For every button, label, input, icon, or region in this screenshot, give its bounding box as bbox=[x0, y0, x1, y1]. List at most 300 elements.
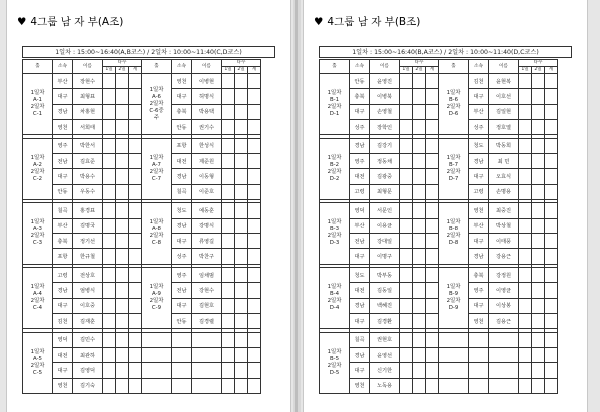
group-line: 1일차 bbox=[327, 219, 342, 226]
score-day2[interactable] bbox=[116, 378, 129, 393]
score-day2[interactable] bbox=[235, 218, 248, 233]
score-day2[interactable] bbox=[413, 233, 426, 248]
header-name: 이름 bbox=[489, 60, 519, 74]
score-day2[interactable] bbox=[532, 104, 545, 119]
table-row bbox=[23, 268, 261, 283]
score-day2[interactable] bbox=[413, 249, 426, 264]
score-total[interactable] bbox=[129, 74, 142, 89]
score-day1[interactable] bbox=[400, 74, 413, 89]
score-total[interactable] bbox=[248, 119, 261, 134]
group-line: 2일차 bbox=[30, 298, 45, 305]
player-region: 영천 bbox=[172, 74, 192, 89]
score-day1[interactable] bbox=[400, 283, 413, 298]
score-day2[interactable] bbox=[116, 104, 129, 119]
group-line: 1일차 bbox=[30, 348, 45, 355]
group-line: C-9 bbox=[151, 305, 162, 312]
player-region: 충북 bbox=[469, 268, 489, 283]
player-region: 전남 bbox=[172, 283, 192, 298]
group-line: B-9 bbox=[448, 291, 459, 298]
empty-cell bbox=[545, 332, 558, 347]
empty-cell bbox=[172, 332, 192, 347]
score-total[interactable] bbox=[248, 169, 261, 184]
score-total[interactable] bbox=[248, 203, 261, 218]
score-total[interactable] bbox=[426, 249, 439, 264]
score-day1[interactable] bbox=[103, 184, 116, 199]
score-day2[interactable] bbox=[235, 89, 248, 104]
empty-cell bbox=[469, 348, 489, 363]
score-total[interactable] bbox=[129, 184, 142, 199]
score-day2[interactable] bbox=[532, 119, 545, 134]
score-day2[interactable] bbox=[116, 184, 129, 199]
player-region: 대구 bbox=[469, 298, 489, 313]
group-line: 1일차 bbox=[149, 86, 164, 93]
player-name: 최 민 bbox=[489, 153, 519, 168]
score-day1[interactable] bbox=[103, 104, 116, 119]
score-total[interactable] bbox=[248, 89, 261, 104]
score-total[interactable] bbox=[129, 89, 142, 104]
score-total[interactable] bbox=[545, 119, 558, 134]
player-region: 대전 bbox=[172, 153, 192, 168]
score-day1[interactable] bbox=[222, 218, 235, 233]
score-total[interactable] bbox=[426, 298, 439, 313]
score-total[interactable] bbox=[426, 332, 439, 347]
score-total[interactable] bbox=[129, 169, 142, 184]
group-line: A-7 bbox=[152, 161, 161, 168]
score-total[interactable] bbox=[129, 283, 142, 298]
player-region: 청도 bbox=[469, 138, 489, 153]
player-region: 성주 bbox=[172, 249, 192, 264]
player-region: 부산 bbox=[53, 74, 73, 89]
score-day1[interactable] bbox=[400, 218, 413, 233]
empty-cell bbox=[172, 348, 192, 363]
pairing-table bbox=[319, 59, 558, 394]
player-name: 제준원 bbox=[192, 153, 222, 168]
score-day1[interactable] bbox=[519, 74, 532, 89]
score-day1[interactable] bbox=[519, 218, 532, 233]
score-day2[interactable] bbox=[116, 298, 129, 313]
score-day1[interactable] bbox=[519, 268, 532, 283]
score-day2[interactable] bbox=[532, 283, 545, 298]
score-total[interactable] bbox=[129, 218, 142, 233]
group-line: 주 bbox=[153, 114, 160, 121]
score-day2[interactable] bbox=[235, 298, 248, 313]
score-day1[interactable] bbox=[519, 153, 532, 168]
score-day1[interactable] bbox=[400, 313, 413, 328]
empty-cell bbox=[142, 348, 172, 363]
score-total[interactable] bbox=[129, 119, 142, 134]
score-day1[interactable] bbox=[222, 268, 235, 283]
score-total[interactable] bbox=[129, 249, 142, 264]
table-row bbox=[23, 363, 261, 378]
empty-cell bbox=[545, 378, 558, 393]
score-day1[interactable] bbox=[400, 298, 413, 313]
score-total[interactable] bbox=[129, 203, 142, 218]
score-day2[interactable] bbox=[532, 74, 545, 89]
score-day1[interactable] bbox=[222, 233, 235, 248]
score-total[interactable] bbox=[545, 249, 558, 264]
player-name: 전상호 bbox=[73, 268, 103, 283]
empty-cell bbox=[248, 378, 261, 393]
empty-cell bbox=[545, 363, 558, 378]
player-name: 김영덕 bbox=[73, 363, 103, 378]
score-day2[interactable] bbox=[413, 332, 426, 347]
score-day2[interactable] bbox=[532, 138, 545, 153]
score-day1[interactable] bbox=[400, 378, 413, 393]
score-day1[interactable] bbox=[519, 184, 532, 199]
score-day2[interactable] bbox=[116, 233, 129, 248]
score-total[interactable] bbox=[129, 104, 142, 119]
score-day2[interactable] bbox=[532, 89, 545, 104]
score-day1[interactable] bbox=[103, 138, 116, 153]
empty-cell bbox=[489, 378, 519, 393]
table-row bbox=[320, 74, 558, 89]
score-day2[interactable] bbox=[235, 104, 248, 119]
score-day2[interactable] bbox=[532, 203, 545, 218]
score-day1[interactable] bbox=[103, 203, 116, 218]
score-total[interactable] bbox=[129, 313, 142, 328]
score-day1[interactable] bbox=[222, 283, 235, 298]
score-day1[interactable] bbox=[222, 169, 235, 184]
score-day1[interactable] bbox=[103, 218, 116, 233]
score-total[interactable] bbox=[426, 169, 439, 184]
group-line: B-5 bbox=[329, 355, 340, 362]
score-total[interactable] bbox=[545, 104, 558, 119]
score-day2[interactable] bbox=[413, 363, 426, 378]
score-day1[interactable] bbox=[519, 298, 532, 313]
group-line: 2일차 bbox=[446, 298, 461, 305]
score-total[interactable] bbox=[248, 298, 261, 313]
score-day1[interactable] bbox=[103, 169, 116, 184]
player-region: 고령 bbox=[469, 184, 489, 199]
score-day1[interactable] bbox=[400, 268, 413, 283]
score-total[interactable] bbox=[129, 298, 142, 313]
score-day2[interactable] bbox=[532, 184, 545, 199]
score-day2[interactable] bbox=[116, 218, 129, 233]
score-total[interactable] bbox=[426, 89, 439, 104]
score-total[interactable] bbox=[426, 218, 439, 233]
score-day1[interactable] bbox=[519, 249, 532, 264]
score-total[interactable] bbox=[426, 153, 439, 168]
score-day1[interactable] bbox=[400, 138, 413, 153]
score-day1[interactable] bbox=[400, 119, 413, 134]
score-total[interactable] bbox=[545, 283, 558, 298]
score-day1[interactable] bbox=[519, 169, 532, 184]
score-day2[interactable] bbox=[413, 184, 426, 199]
score-total[interactable] bbox=[248, 184, 261, 199]
score-day2[interactable] bbox=[235, 119, 248, 134]
score-day2[interactable] bbox=[413, 169, 426, 184]
score-day1[interactable] bbox=[222, 89, 235, 104]
score-day1[interactable] bbox=[519, 119, 532, 134]
header-region: 소속 bbox=[350, 60, 370, 74]
score-total[interactable] bbox=[545, 313, 558, 328]
score-total[interactable] bbox=[129, 348, 142, 363]
player-name: 김민수 bbox=[73, 332, 103, 347]
score-total[interactable] bbox=[545, 203, 558, 218]
score-day2[interactable] bbox=[116, 138, 129, 153]
score-day2[interactable] bbox=[116, 203, 129, 218]
score-day1[interactable] bbox=[103, 363, 116, 378]
score-total[interactable] bbox=[129, 138, 142, 153]
group-line: C-8 bbox=[151, 240, 162, 247]
score-total[interactable] bbox=[129, 153, 142, 168]
table-row bbox=[320, 378, 558, 393]
score-day2[interactable] bbox=[235, 138, 248, 153]
score-day1[interactable] bbox=[519, 104, 532, 119]
group-line: 2일차 bbox=[327, 362, 342, 369]
score-day1[interactable] bbox=[400, 332, 413, 347]
score-day2[interactable] bbox=[532, 268, 545, 283]
score-day2[interactable] bbox=[235, 249, 248, 264]
score-day1[interactable] bbox=[103, 348, 116, 363]
score-day1[interactable] bbox=[103, 119, 116, 134]
score-total[interactable] bbox=[129, 332, 142, 347]
header-total: 계 bbox=[426, 67, 439, 74]
score-day2[interactable] bbox=[116, 153, 129, 168]
score-day1[interactable] bbox=[519, 283, 532, 298]
score-day2[interactable] bbox=[413, 74, 426, 89]
empty-cell bbox=[142, 363, 172, 378]
score-day2[interactable] bbox=[413, 104, 426, 119]
score-day1[interactable] bbox=[103, 74, 116, 89]
player-name: 강정원 bbox=[489, 268, 519, 283]
score-day1[interactable] bbox=[400, 348, 413, 363]
score-day2[interactable] bbox=[116, 119, 129, 134]
score-total[interactable] bbox=[248, 249, 261, 264]
score-day1[interactable] bbox=[103, 268, 116, 283]
score-day1[interactable] bbox=[400, 233, 413, 248]
score-total[interactable] bbox=[248, 218, 261, 233]
score-total[interactable] bbox=[545, 268, 558, 283]
group-label bbox=[142, 138, 172, 199]
player-region: 성주 bbox=[350, 119, 370, 134]
score-day2[interactable] bbox=[413, 348, 426, 363]
score-day2[interactable] bbox=[235, 203, 248, 218]
player-region: 김천 bbox=[469, 74, 489, 89]
score-day1[interactable] bbox=[519, 313, 532, 328]
score-day2[interactable] bbox=[235, 268, 248, 283]
score-total[interactable] bbox=[426, 104, 439, 119]
header-region: 소속 bbox=[53, 60, 73, 74]
score-day2[interactable] bbox=[532, 153, 545, 168]
score-total[interactable] bbox=[545, 89, 558, 104]
score-day2[interactable] bbox=[116, 89, 129, 104]
group-label bbox=[439, 138, 469, 199]
score-day2[interactable] bbox=[235, 74, 248, 89]
group-line: 2일차 bbox=[446, 168, 461, 175]
score-day2[interactable] bbox=[532, 249, 545, 264]
score-day2[interactable] bbox=[116, 74, 129, 89]
score-day2[interactable] bbox=[413, 153, 426, 168]
score-total[interactable] bbox=[545, 184, 558, 199]
player-name: 이병현 bbox=[192, 74, 222, 89]
score-day2[interactable] bbox=[116, 169, 129, 184]
group-line: 2일차 bbox=[30, 168, 45, 175]
empty-cell bbox=[469, 363, 489, 378]
player-region: 경남 bbox=[350, 348, 370, 363]
score-total[interactable] bbox=[426, 268, 439, 283]
score-total[interactable] bbox=[248, 233, 261, 248]
score-day1[interactable] bbox=[103, 153, 116, 168]
score-total[interactable] bbox=[248, 313, 261, 328]
score-day1[interactable] bbox=[222, 138, 235, 153]
score-total[interactable] bbox=[129, 363, 142, 378]
score-day1[interactable] bbox=[222, 119, 235, 134]
score-day2[interactable] bbox=[413, 119, 426, 134]
score-day2[interactable] bbox=[116, 332, 129, 347]
group-line: D-3 bbox=[329, 240, 340, 247]
player-name: 서문인 bbox=[370, 203, 400, 218]
score-day1[interactable] bbox=[400, 169, 413, 184]
score-day2[interactable] bbox=[532, 169, 545, 184]
player-region: 대구 bbox=[350, 363, 370, 378]
score-total[interactable] bbox=[426, 74, 439, 89]
score-day2[interactable] bbox=[235, 233, 248, 248]
player-region: 경남 bbox=[53, 283, 73, 298]
group-line: 2일차 bbox=[327, 233, 342, 240]
score-total[interactable] bbox=[426, 313, 439, 328]
table-row bbox=[320, 332, 558, 347]
empty-cell bbox=[489, 348, 519, 363]
score-day1[interactable] bbox=[222, 74, 235, 89]
score-day1[interactable] bbox=[103, 313, 116, 328]
score-day2[interactable] bbox=[413, 268, 426, 283]
score-day1[interactable] bbox=[519, 203, 532, 218]
score-day1[interactable] bbox=[519, 138, 532, 153]
score-total[interactable] bbox=[545, 218, 558, 233]
score-total[interactable] bbox=[545, 233, 558, 248]
player-name: 이준호 bbox=[192, 184, 222, 199]
score-day2[interactable] bbox=[532, 218, 545, 233]
score-total[interactable] bbox=[426, 283, 439, 298]
table-row bbox=[23, 348, 261, 363]
score-total[interactable] bbox=[248, 104, 261, 119]
score-day1[interactable] bbox=[519, 233, 532, 248]
score-day1[interactable] bbox=[400, 153, 413, 168]
score-day2[interactable] bbox=[235, 283, 248, 298]
score-total[interactable] bbox=[545, 138, 558, 153]
score-total[interactable] bbox=[545, 298, 558, 313]
score-day1[interactable] bbox=[222, 313, 235, 328]
score-day1[interactable] bbox=[103, 89, 116, 104]
score-day1[interactable] bbox=[222, 249, 235, 264]
document-page-a bbox=[6, 0, 291, 412]
score-day2[interactable] bbox=[532, 313, 545, 328]
score-total[interactable] bbox=[426, 119, 439, 134]
empty-cell bbox=[235, 363, 248, 378]
score-total[interactable] bbox=[248, 268, 261, 283]
score-day2[interactable] bbox=[116, 268, 129, 283]
score-total[interactable] bbox=[426, 233, 439, 248]
score-day1[interactable] bbox=[103, 283, 116, 298]
score-total[interactable] bbox=[426, 348, 439, 363]
header-d2: 2일 bbox=[532, 67, 545, 74]
header-group: 홀 bbox=[320, 60, 350, 74]
score-day1[interactable] bbox=[222, 184, 235, 199]
score-day2[interactable] bbox=[532, 233, 545, 248]
player-name: 손영철 bbox=[370, 104, 400, 119]
score-total[interactable] bbox=[426, 184, 439, 199]
score-total[interactable] bbox=[426, 378, 439, 393]
player-region: 대구 bbox=[53, 298, 73, 313]
group-line: 1일차 bbox=[149, 284, 164, 291]
score-day2[interactable] bbox=[413, 283, 426, 298]
score-day1[interactable] bbox=[400, 249, 413, 264]
score-day2[interactable] bbox=[413, 203, 426, 218]
score-day1[interactable] bbox=[103, 332, 116, 347]
score-day2[interactable] bbox=[532, 298, 545, 313]
score-total[interactable] bbox=[129, 233, 142, 248]
score-day2[interactable] bbox=[116, 249, 129, 264]
score-day1[interactable] bbox=[400, 203, 413, 218]
score-total[interactable] bbox=[545, 169, 558, 184]
score-day2[interactable] bbox=[413, 89, 426, 104]
score-day1[interactable] bbox=[222, 298, 235, 313]
score-day1[interactable] bbox=[400, 104, 413, 119]
score-total[interactable] bbox=[248, 153, 261, 168]
score-day1[interactable] bbox=[103, 249, 116, 264]
score-day1[interactable] bbox=[400, 363, 413, 378]
score-total[interactable] bbox=[426, 363, 439, 378]
score-total[interactable] bbox=[426, 138, 439, 153]
score-day1[interactable] bbox=[103, 298, 116, 313]
score-day2[interactable] bbox=[116, 283, 129, 298]
score-day1[interactable] bbox=[103, 233, 116, 248]
score-day1[interactable] bbox=[222, 203, 235, 218]
score-total[interactable] bbox=[426, 203, 439, 218]
table-row bbox=[23, 74, 261, 89]
score-day2[interactable] bbox=[413, 378, 426, 393]
score-day1[interactable] bbox=[222, 153, 235, 168]
score-day1[interactable] bbox=[103, 378, 116, 393]
score-day2[interactable] bbox=[413, 138, 426, 153]
score-day2[interactable] bbox=[235, 153, 248, 168]
score-total[interactable] bbox=[248, 283, 261, 298]
score-day2[interactable] bbox=[116, 313, 129, 328]
group-line: D-1 bbox=[329, 111, 340, 118]
score-total[interactable] bbox=[545, 74, 558, 89]
table-row bbox=[23, 332, 261, 347]
header-name: 이름 bbox=[192, 60, 222, 74]
score-day2[interactable] bbox=[116, 363, 129, 378]
player-name: 한규철 bbox=[73, 249, 103, 264]
group-line: C-1 bbox=[32, 111, 43, 118]
empty-cell bbox=[248, 348, 261, 363]
score-day2[interactable] bbox=[235, 313, 248, 328]
score-total[interactable] bbox=[248, 74, 261, 89]
score-day1[interactable] bbox=[222, 104, 235, 119]
score-day1[interactable] bbox=[400, 184, 413, 199]
score-total[interactable] bbox=[129, 378, 142, 393]
group-line: B-1 bbox=[329, 97, 340, 104]
group-line: A-1 bbox=[33, 97, 42, 104]
score-total[interactable] bbox=[248, 138, 261, 153]
player-region: 칠곡 bbox=[53, 203, 73, 218]
score-day2[interactable] bbox=[116, 348, 129, 363]
player-name: 윤현복 bbox=[489, 74, 519, 89]
score-day1[interactable] bbox=[400, 89, 413, 104]
score-day2[interactable] bbox=[235, 184, 248, 199]
score-day2[interactable] bbox=[413, 298, 426, 313]
empty-cell bbox=[248, 332, 261, 347]
score-total[interactable] bbox=[545, 153, 558, 168]
score-day2[interactable] bbox=[413, 313, 426, 328]
score-day1[interactable] bbox=[519, 89, 532, 104]
score-day2[interactable] bbox=[413, 218, 426, 233]
header-region: 소속 bbox=[469, 60, 489, 74]
score-total[interactable] bbox=[129, 268, 142, 283]
score-day2[interactable] bbox=[235, 169, 248, 184]
